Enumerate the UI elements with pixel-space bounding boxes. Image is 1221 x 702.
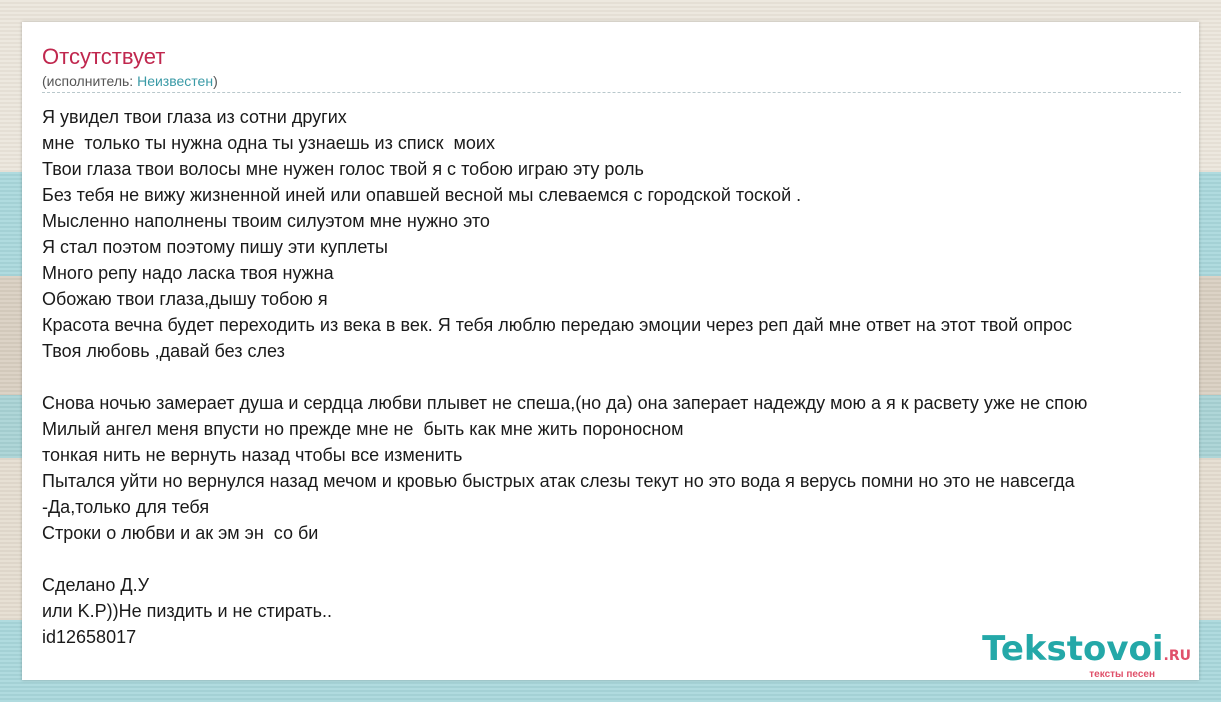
lyrics-line: -Да,только для тебя <box>42 497 210 517</box>
logo-wordmark <box>982 631 1191 674</box>
lyrics-line: Я стал поэтом поэтому пишу эти куплеты <box>42 237 388 257</box>
meta-prefix: (исполнитель: <box>42 73 138 89</box>
lyrics-line <box>42 364 1087 390</box>
song-title: Отсутствует <box>42 44 166 69</box>
logo-tld: .RU <box>1163 648 1191 664</box>
lyrics-line: id12658017 <box>42 627 137 647</box>
lyrics-line: Без тебя не вижу жизненной иней или опавшей весной мы слеваемся с городской тоской . <box>42 185 802 205</box>
lyrics-line: Обожаю твои глаза,дышу тобою я <box>42 289 328 309</box>
lyrics-line: тонкая нить не вернуть назад чтобы все изменить <box>42 445 463 465</box>
lyrics-line: Много репу надо ласка твоя нужна <box>42 263 334 283</box>
lyrics-line: Мысленно наполнены твоим силуэтом мне нужно это <box>42 211 490 231</box>
lyrics-line: Строки о любви и ак эм эн со би <box>42 523 319 543</box>
lyrics-line <box>42 546 1087 572</box>
logo-name: Tekstovoi <box>982 629 1164 669</box>
lyrics-line: Твои глаза твои волосы мне нужен голос твой я с тобою играю эту роль <box>42 159 644 179</box>
lyrics-line: Сделано Д.У <box>42 575 150 595</box>
site-logo[interactable] <box>982 631 1191 680</box>
lyrics-line: Красота вечна будет переходить из века в век. Я тебя люблю передаю эмоции через реп дай мне ответ на этот твой опрос <box>42 315 1073 335</box>
lyrics-line: Твоя любовь ,давай без слез <box>42 341 285 361</box>
lyrics-line: мне только ты нужна одна ты узнаешь из списк моих <box>42 133 495 153</box>
artist-link[interactable]: Неизвестен <box>137 73 214 89</box>
song-meta <box>42 73 218 89</box>
title-divider <box>42 92 1181 93</box>
lyrics-card <box>22 22 1199 680</box>
lyrics-line: Милый ангел меня впусти но прежде мне не быть как мне жить пороносном <box>42 419 684 439</box>
lyrics-line: Я увидел твои глаза из сотни других <box>42 107 347 127</box>
lyrics-line: Пытался уйти но вернулся назад мечом и кровью быстрых атак слезы текут но это вода я верусь помни но это не навсегда <box>42 471 1075 491</box>
lyrics-text <box>42 104 1087 650</box>
logo-tagline: тексты песен <box>1089 669 1155 680</box>
lyrics-line: Снова ночью замерает душа и сердца любви плывет не спеша,(но да) она заперает надежду мою а я к расвету уже не спою <box>42 393 1088 413</box>
meta-suffix: ) <box>213 73 218 89</box>
lyrics-line: или K.P))Не пиздить и не стирать.. <box>42 601 333 621</box>
